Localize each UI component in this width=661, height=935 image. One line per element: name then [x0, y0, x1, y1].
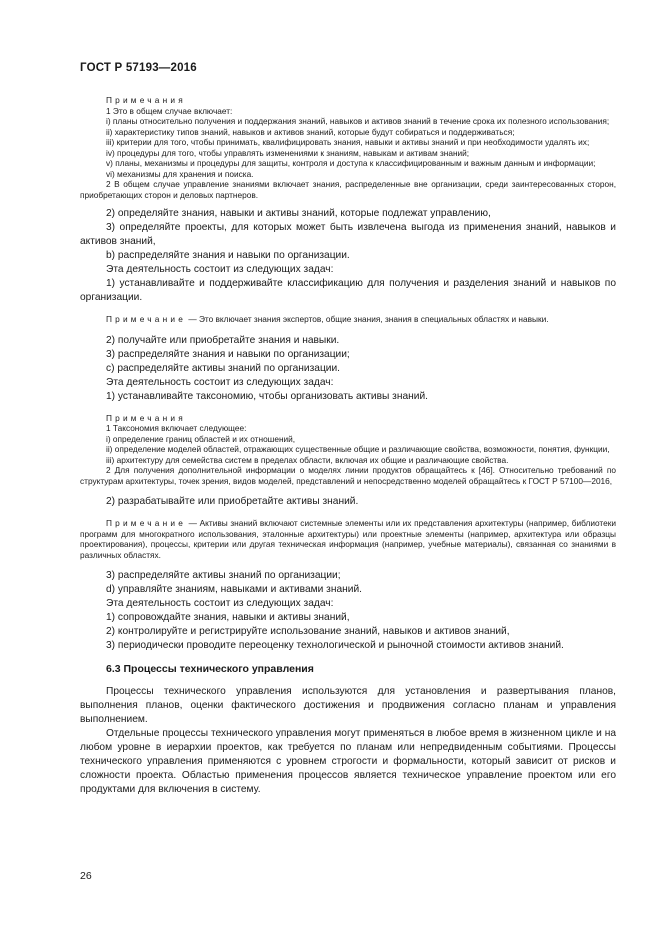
note-line: 2 В общем случае управление знаниями включает знания, распределенные вне организации, среди заинтересованных сторон, приобретающих сторон и деловых партнеров. [80, 179, 616, 200]
note-line: vi) механизмы для хранения и поиска. [106, 168, 254, 179]
note-line: ii) определение моделей областей, отражающих существенные общие и различающие свойства, возможности, понятия, функции, [106, 444, 610, 454]
note-line: i) планы относительно получения и поддержания знаний, навыков и активов знаний в течение срока их полезного использования; [106, 116, 610, 126]
note-paragraph [80, 314, 616, 325]
body-line: 2) определяйте знания, навыки и активы знаний, которые подлежат управлению, [106, 208, 491, 219]
section-paragraph: Отдельные процессы технического управления могут применяться в любое время в жизненном цикле и на любом уровне в иерархии проектов, как требуется по планам или непредвиденным событиями. Процессы технического управления применяются с уровнем строгости и формальности, который зависит от рисков и сложности проекта. Областью применения процессов является техническое управление проектом или его продуктами для включения в систему. [80, 728, 616, 795]
body-line: 3) распределяйте активы знаний по организации; [106, 570, 341, 581]
body-line: Эта деятельность состоит из следующих задач: [106, 376, 334, 388]
note-line: i) определение границ областей и их отношений, [106, 433, 296, 444]
note-text: — Это включает знания экспертов, общие знания, знания в специальных областях и навыки. [186, 314, 549, 324]
body-line: 3) распределяйте знания и навыки по организации; [106, 348, 350, 360]
note-line: iii) архитектуру для семейства систем в пределах области, включая их общие и различающие свойства. [106, 454, 509, 465]
notes-label-text: Примечания [106, 412, 186, 423]
notes-label [80, 95, 616, 106]
note-line: 1 Это в общем случае включает: [106, 105, 233, 116]
note-line: 1 Таксономия включает следующее: [106, 423, 247, 433]
body-line: Эта деятельность состоит из следующих задач: [106, 264, 334, 275]
body-line: 2) разрабатывайте или приобретайте активы знаний. [106, 496, 359, 507]
note-line: iv) процедуры для того, чтобы управлять изменениями к знаниям, навыкам и активам знаний; [106, 147, 470, 158]
note-line: iii) критерии для того, чтобы принимать, квалифицировать знания, навыки и активы знаний и при необходимости удалять их; [106, 137, 590, 147]
body-line: 2) контролируйте и регистрируйте использование знаний, навыков и активов знаний, [106, 626, 510, 637]
body-line: 2) получайте или приобретайте знания и навыки. [106, 334, 340, 346]
body-line: b) распределяйте знания и навыки по организации. [106, 250, 350, 261]
note-label: Примечание [106, 314, 187, 324]
note-text: — Активы знаний включают системные элементы или их представления архитектуры (например, библиотеки программ для многократного использования, эталонные архитектуры) или проектные элементы (например, архитектура или образцы проектирования), процессы, критерии или другая техническая информация (например, учебные материалы), связанная со знаниями в различных областях. [80, 518, 616, 560]
note-label: Примечание [106, 518, 187, 528]
body-line: Эта деятельность состоит из следующих задач: [106, 598, 334, 609]
body-line: d) управляйте знаниям, навыками и активами знаний. [106, 584, 362, 595]
body-line: 3) определяйте проекты, для которых может быть извлечена выгода из применения знаний, навыков и активов знаний, [80, 222, 616, 247]
section-paragraph: Процессы технического управления используются для установления и развертывания планов, выполнения планов, оценки фактического достижения и продвижения согласно планам и управления выполнением. [80, 686, 616, 725]
notes-label-text: Примечания [106, 95, 186, 105]
note-line: 2 Для получения дополнительной информации о моделях линии продуктов обращайтесь к [46]. Относительно требований по структурам архитектуры, точек зрения, видов моделей, представлений и непосредственно моделей обращайтесь к ГОСТ Р 57100—2016, [80, 465, 616, 486]
body-line: c) распределяйте активы знаний по организации. [106, 362, 340, 374]
body-line: 3) периодически проводите переоценку технологической и рыночной стоимости активов знаний. [106, 640, 564, 651]
page-number: 26 [80, 870, 92, 882]
note-paragraph [80, 518, 616, 560]
body-line: 1) устанавливайте таксономию, чтобы организовать активы знаний. [106, 390, 428, 402]
notes-label [80, 413, 616, 424]
note-line: ii) характеристику типов знаний, навыков и активов знаний, которые будут собираться и поддерживаться; [106, 126, 515, 137]
page-content [80, 95, 616, 797]
body-line: 1) сопровождайте знания, навыки и активы знаний, [106, 612, 350, 623]
document-header: ГОСТ Р 57193—2016 [80, 62, 197, 74]
body-line: 1) устанавливайте и поддерживайте классификацию для получения и разделения знаний и навыков по организации. [80, 278, 616, 303]
section-heading: 6.3 Процессы технического управления [106, 663, 314, 675]
note-line: v) планы, механизмы и процедуры для защиты, контроля и доступа к классифицированным и важным данным и информации; [106, 158, 596, 168]
